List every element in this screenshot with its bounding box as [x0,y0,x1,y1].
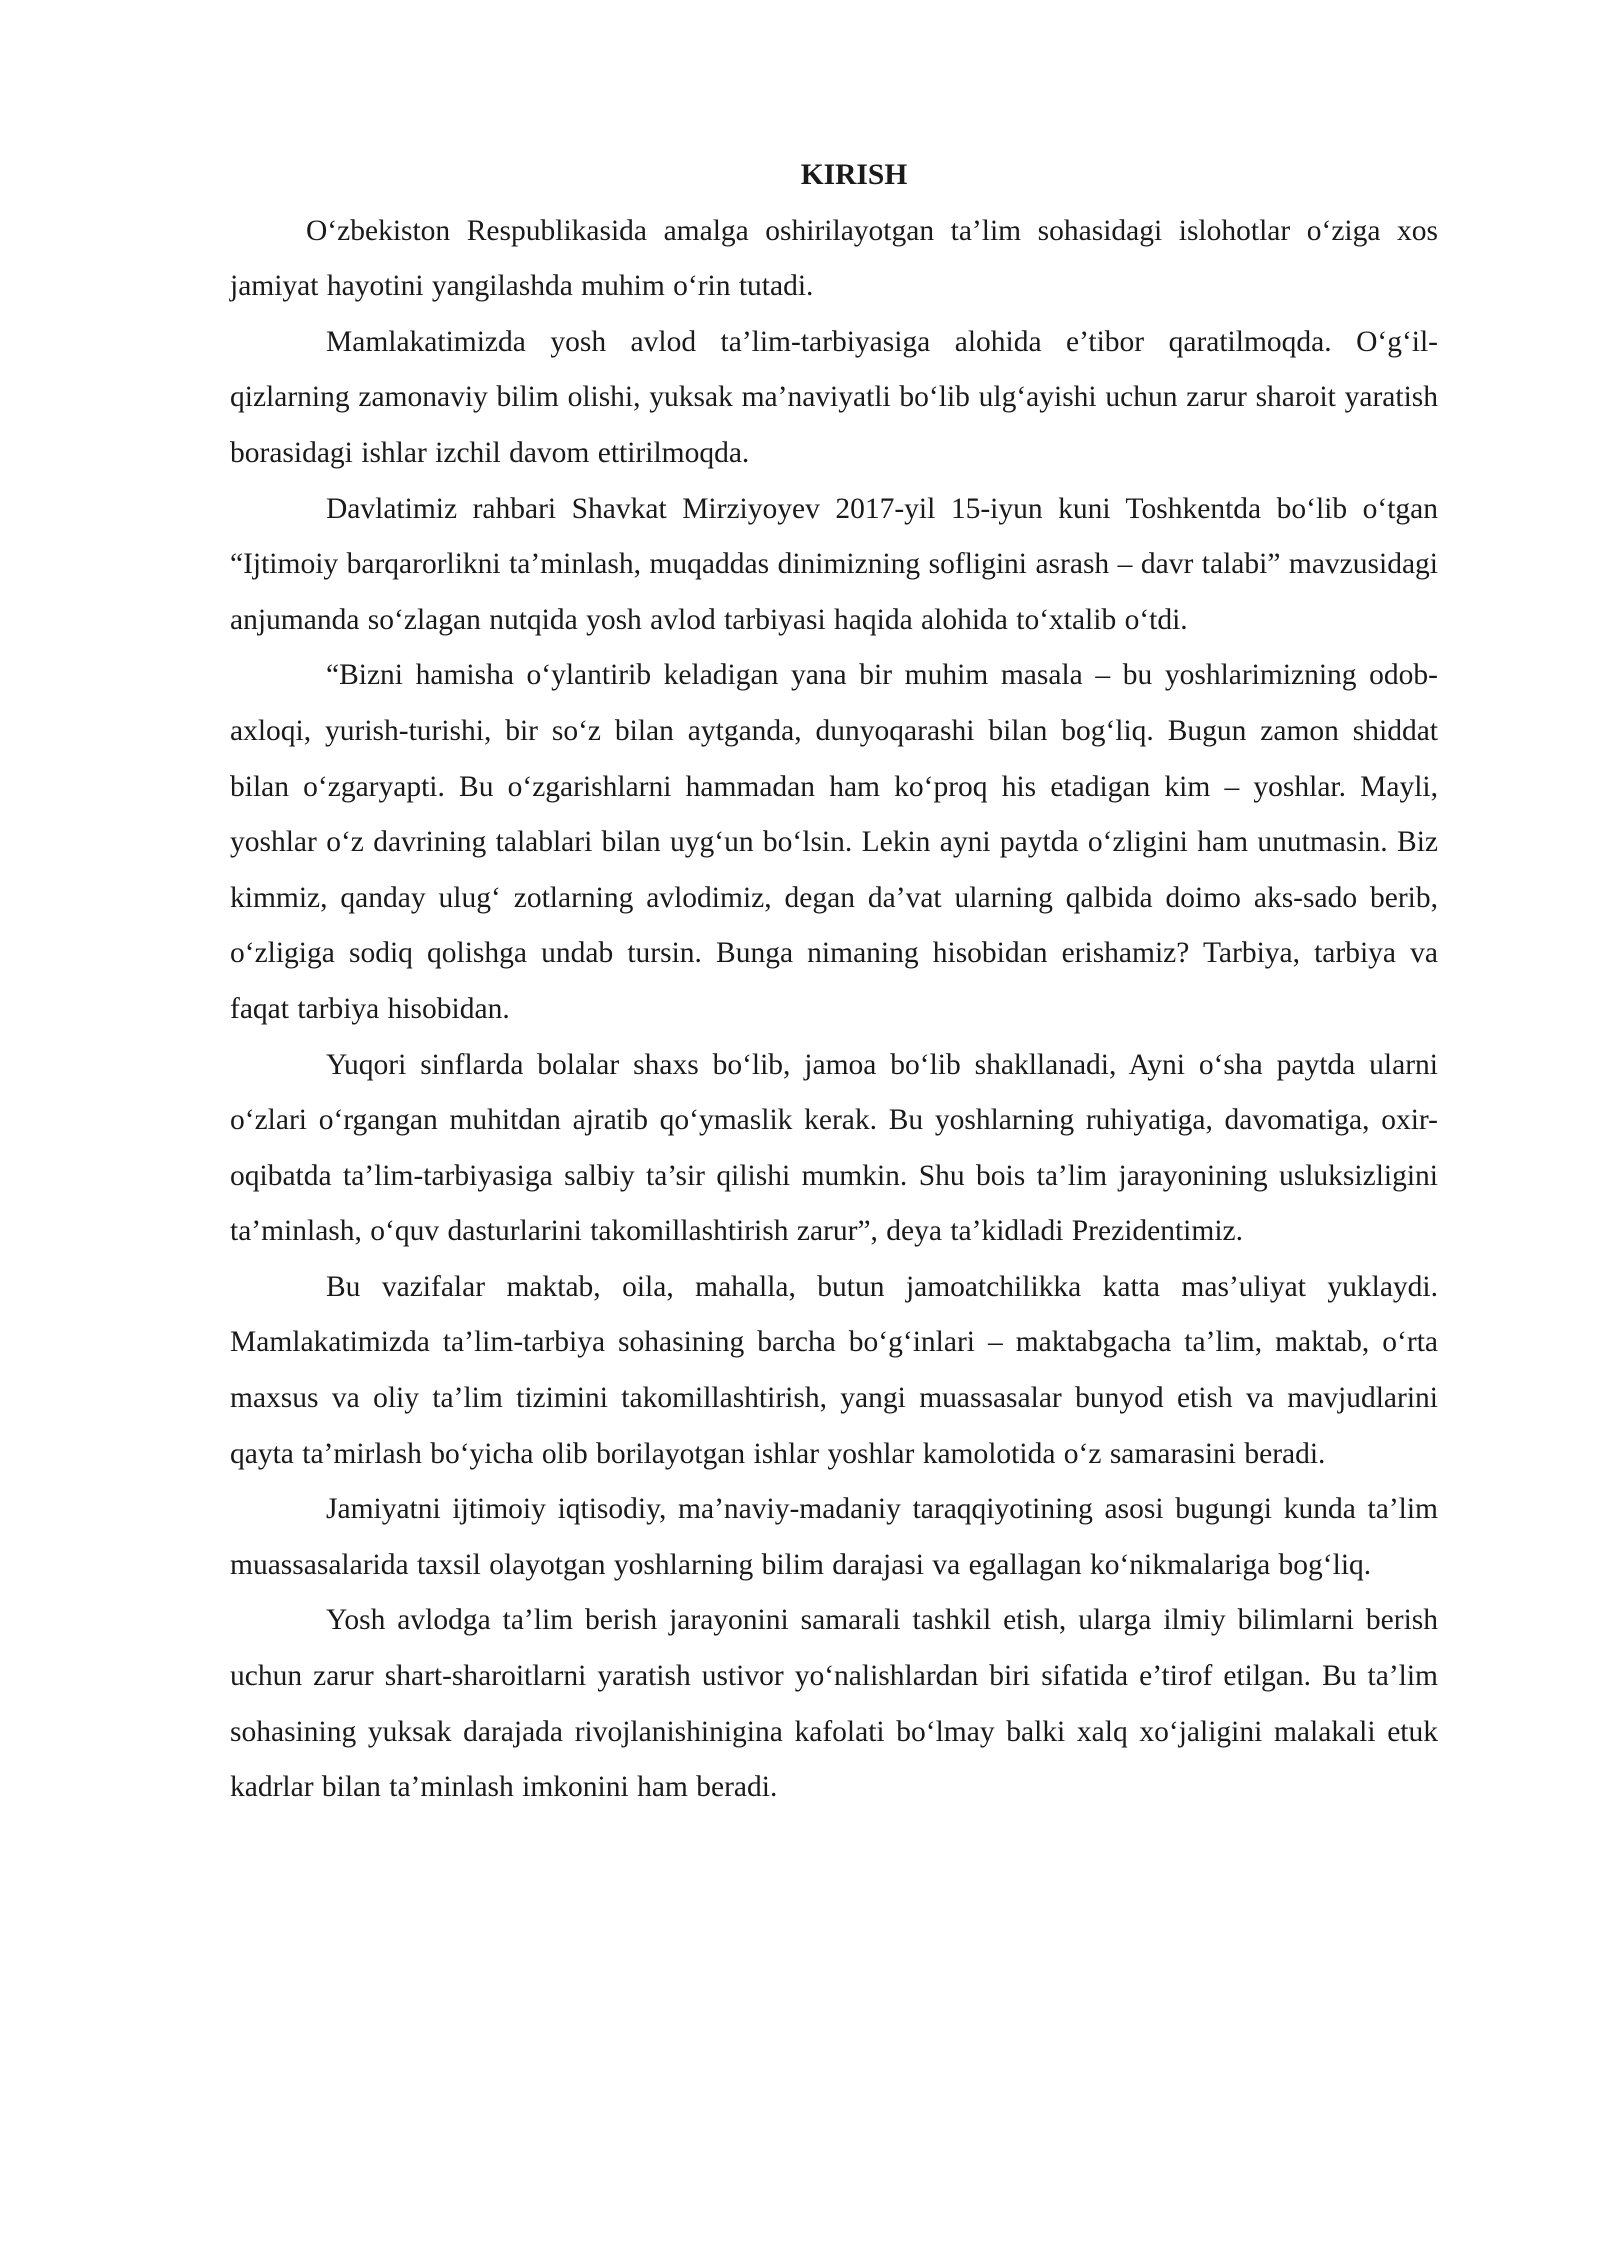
document-body [230,148,1438,1816]
paragraph-5: Yuqori sinflarda bolalar shaxs bo‘lib, jamoa bo‘lib shakllanadi, Ayni o‘sha paytda ularni o‘zlari o‘rgangan muhitdan ajratib qo‘ymaslik kerak. Bu yoshlarning ruhiyatiga, davomatiga, oxir-oqibatda ta’lim-tarbiyasiga salbiy ta’sir qilishi mumkin. Shu bois ta’lim jarayonining usluksizligini ta’minlash, o‘quv dasturlarini takomillashtirish zarur”, deya ta’kidladi Prezidentimiz. [230,1048,1438,1248]
paragraph-3: Davlatimiz rahbari Shavkat Mirziyoyev 2017-yil 15-iyun kuni Toshkentda bo‘lib o‘tgan “Ijtimoiy barqarorlikni ta’minlash, muqaddas dinimizning sofligini asrash – davr talabi” mavzusidagi anjumanda so‘zlagan nutqida yosh avlod tarbiyasi haqida alohida to‘xtalib o‘tdi. [230,492,1438,636]
document-title: KIRISH [800,159,908,191]
paragraph-7: Jamiyatni ijtimoiy iqtisodiy, ma’naviy-madaniy taraqqiyotining asosi bugungi kunda ta’lim muassasalarida taxsil olayotgan yoshlarning bilim darajasi va egallagan ko‘nikmalariga bog‘liq. [230,1493,1438,1581]
paragraph-1: O‘zbekiston Respublikasida amalga oshirilayotgan ta’lim sohasidagi islohotlar o‘ziga xos jamiyat hayotini yangilashda muhim o‘rin tutadi. [230,214,1438,303]
paragraph-2: Mamlakatimizda yosh avlod ta’lim-tarbiyasiga alohida e’tibor qaratilmoqda. O‘g‘il-qizlarning zamonaviy bilim olishi, yuksak ma’naviyatli bo‘lib ulg‘ayishi uchun zarur sharoit yaratish borasidagi ishlar izchil davom ettirilmoqda. [230,325,1438,469]
paragraph-8: Yosh avlodga ta’lim berish jarayonini samarali tashkil etish, ularga ilmiy bilimlarni berish uchun zarur shart-sharoitlarni yaratish ustivor yo‘nalishlardan biri sifatida e’tirof etilgan. Bu ta’lim sohasining yuksak darajada rivojlanishinigina kafolati bo‘lmay balki xalq xo‘jaligini malakali etuk kadrlar bilan ta’minlash imkonini ham beradi. [230,1604,1438,1804]
paragraph-4: “Bizni hamisha o‘ylantirib keladigan yana bir muhim masala – bu yoshlarimizning odob-axloqi, yurish-turishi, bir so‘z bilan aytganda, dunyoqarashi bilan bog‘liq. Bugun zamon shiddat bilan o‘zgaryapti. Bu o‘zgarishlarni hammadan ham ko‘proq his etadigan kim – yoshlar. Mayli, yoshlar o‘z davrining talablari bilan uyg‘un bo‘lsin. Lekin ayni paytda o‘zligini ham unutmasin. Biz kimmiz, qanday ulug‘ zotlarning avlodimiz, degan da’vat ularning qalbida doimo aks-sado berib, o‘zligiga sodiq qolishga undab tursin. Bunga nimaning hisobidan erishamiz? Tarbiya, tarbiya va faqat tarbiya hisobidan. [230,659,1438,1025]
paragraph-6: Bu vazifalar maktab, oila, mahalla, butun jamoatchilikka katta mas’uliyat yuklaydi. Mamlakatimizda ta’lim-tarbiya sohasining barcha bo‘g‘inlari – maktabgacha ta’lim, maktab, o‘rta maxsus va oliy ta’lim tizimini takomillashtirish, yangi muassasalar bunyod etish va mavjudlarini qayta ta’mirlash bo‘yicha olib borilayotgan ishlar yoshlar kamolotida o‘z samarasini beradi. [230,1270,1438,1470]
